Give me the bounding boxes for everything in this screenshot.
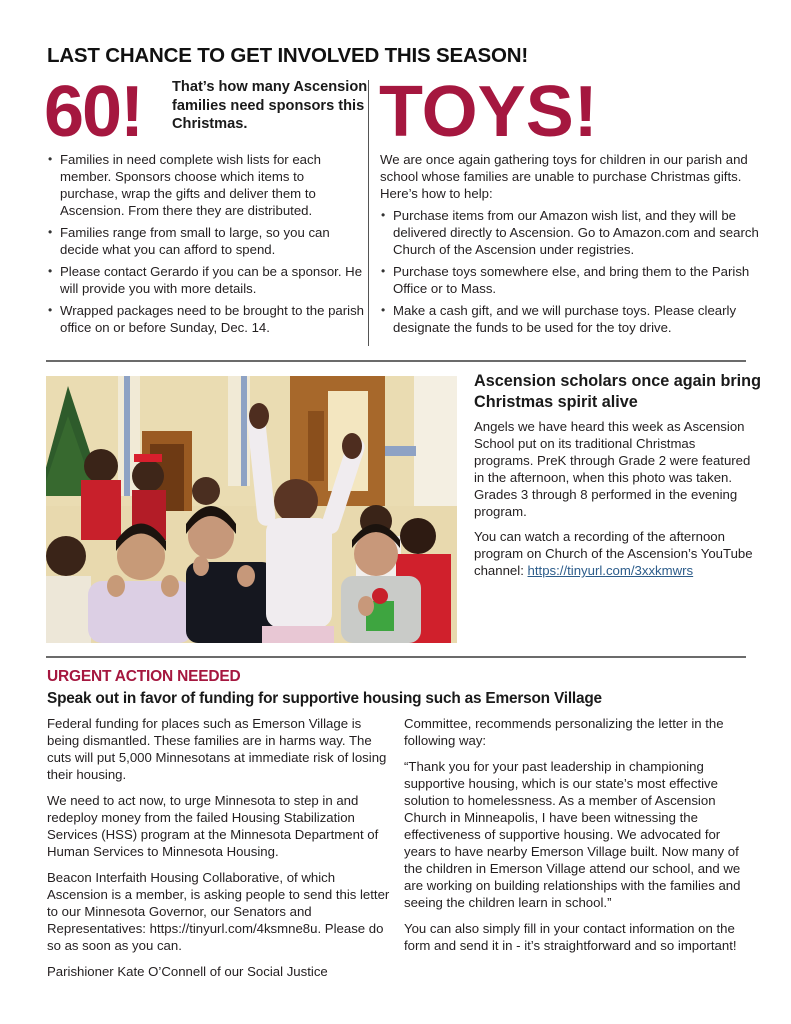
suggested-letter-quote: “Thank you for your past leadership in championing supportive housing, which is our state’s most effective solution to homelessness. As a member of Ascension Church in Minneapolis, I have been witnessing the effectiveness of supportive housing. We advocated for years to have nearby Emerson Village built. Now many of the children in Emerson Village attend our school, and we are working on building relationships with the families and seeing the children learn in school.” [404, 759, 741, 910]
toys-bullet: • Purchase toys somewhere else, and bring them to the Parish Office or to Mass. [380, 263, 760, 297]
toys-bullet-list [380, 207, 760, 341]
sponsor-tagline: That’s how many Ascension families need sponsors this Christmas. [172, 79, 368, 132]
column-divider [368, 80, 369, 346]
urgent-paragraph: Beacon Interfaith Housing Collaborative, of which Ascension is a member, is asking people to send this letter to our Minnesota Governor, our Senators and Representatives: https://tinyurl.com/4ksmne8u. Please do so as soon as you can. [47, 870, 390, 953]
page-title: LAST CHANCE TO GET INVOLVED THIS SEASON! [47, 44, 528, 67]
sponsor-bullet: • Families range from small to large, so you can decide what you can afford to spend. [47, 224, 365, 258]
urgent-paragraph: Federal funding for places such as Emerson Village is being dismantled. These families are in harms way. The cuts will put 5,000 Minnesotans at immediate risk of losing their housing. [47, 716, 387, 782]
urgent-paragraph: You can also simply fill in your contact information on the form and send it in - it’s straightforward and so important! [404, 921, 737, 953]
scholars-paragraph: Angels we have heard this week as Ascension School put on its traditional Christmas programs. PreK through Grade 2 were featured in the afternoon, when this photo was taken. Grades 3 through 8 performed in the evening program. [474, 419, 751, 519]
sponsor-bullet: • Please contact Gerardo if you can be a sponsor. He will provide you with more details. [47, 263, 365, 297]
scholars-heading: Ascension scholars once again bring Christmas spirit alive [474, 372, 761, 411]
toys-bullet: • Make a cash gift, and we will purchase toys. Please clearly designate the funds to be used for the toy drive. [380, 302, 760, 336]
scholars-paragraph [474, 528, 756, 579]
youtube-recording-link[interactable]: https://tinyurl.com/3xxkmwrs [527, 563, 694, 578]
toys-intro: We are once again gathering toys for children in our parish and school whose families are unable to purchase Christmas gifts. Here’s how to help: [380, 152, 748, 201]
section-divider [46, 656, 746, 658]
toys-headline: TOYS! [379, 72, 598, 152]
scholars-paragraph-text: You can watch a recording of the afternoon program on Church of the Ascension’s YouTube channel: [474, 529, 753, 578]
sponsor-bullet-list [47, 151, 365, 341]
urgent-paragraph: Committee, recommends personalizing the letter in the following way: [404, 716, 724, 748]
urgent-right-column [404, 715, 754, 963]
section-divider [46, 360, 746, 362]
sponsor-count-headline: 60! [44, 72, 143, 152]
sponsor-bullet: • Families in need complete wish lists for each member. Sponsors choose which items to purchase, wrap the gifts and deliver them to Ascension. From there they are distributed. [47, 151, 365, 219]
scholars-article-body [474, 418, 756, 587]
urgent-paragraph: Parishioner Kate O’Connell of our Social Justice [47, 964, 328, 979]
urgent-paragraph: We need to act now, to urge Minnesota to step in and redeploy money from the failed Housing Stabilization Services (HSS) program at the Minnesota Department of Human Services to Minnesota Housing. [47, 793, 379, 859]
sponsor-bullet: • Wrapped packages need to be brought to the parish office on or before Sunday, Dec. 14. [47, 302, 365, 336]
children-choir-photo [46, 376, 457, 643]
urgent-left-column [47, 715, 392, 989]
toys-bullet: • Purchase items from our Amazon wish list, and they will be delivered directly to Ascension. Go to Amazon.com and search Church of the Ascension under registries. [380, 207, 760, 258]
urgent-action-subtitle: Speak out in favor of funding for supportive housing such as Emerson Village [47, 690, 602, 707]
urgent-action-label: URGENT ACTION NEEDED [47, 668, 241, 685]
